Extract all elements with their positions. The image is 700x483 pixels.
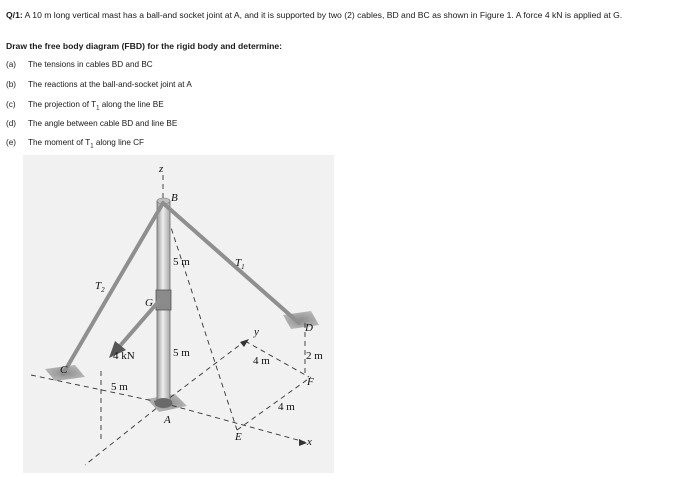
label-2m: 2 m xyxy=(306,350,323,362)
label-y: y xyxy=(254,326,259,338)
label-z: z xyxy=(159,163,164,175)
part-label: (e) xyxy=(6,138,17,147)
label-f: F xyxy=(307,376,314,388)
part-label: (b) xyxy=(6,80,17,89)
part-c xyxy=(6,100,164,112)
part-text: The moment of T xyxy=(28,138,91,147)
part-text: The reactions at the ball-and-socket joint at A xyxy=(28,80,192,89)
mast-diagram xyxy=(23,155,334,473)
part-text: The tensions in cables BD and BC xyxy=(28,60,153,69)
part-text: The projection of T xyxy=(28,100,97,109)
label-d: D xyxy=(305,322,313,334)
line-a-lower-left xyxy=(85,403,163,465)
label-5m-base: 5 m xyxy=(111,381,128,393)
label-t2-subscript: 2 xyxy=(101,286,105,294)
part-subscript: 1 xyxy=(90,143,94,150)
label-g: G xyxy=(145,297,153,309)
label-c: C xyxy=(60,364,68,376)
part-label: (d) xyxy=(6,119,17,128)
part-text-after: along the line BE xyxy=(99,100,164,109)
x-axis-arrowhead xyxy=(299,439,307,446)
label-t1-subscript: 1 xyxy=(241,263,245,271)
part-label: (c) xyxy=(6,100,16,109)
question-text xyxy=(6,9,696,21)
label-4m-y: 4 m xyxy=(253,355,270,367)
base-line-c-a xyxy=(31,375,163,403)
part-e xyxy=(6,138,144,150)
label-t1-main: T xyxy=(235,257,242,269)
label-x: x xyxy=(307,436,312,448)
part-label: (a) xyxy=(6,60,17,69)
question-label: Q/1: xyxy=(6,10,23,20)
question-body: A 10 m long vertical mast has a ball-and socket joint at A, and it is supported by two (2) cables, BD and BC as shown in Figure 1. A force 4 kN is applied at G. xyxy=(24,10,623,20)
label-a: A xyxy=(164,414,171,426)
line-e-f xyxy=(237,377,311,430)
label-force-4kn: 4 kN xyxy=(113,350,135,362)
part-b xyxy=(6,80,192,89)
part-text-after: along line CF xyxy=(93,138,145,147)
label-4m-x: 4 m xyxy=(278,401,295,413)
instruction-text: Draw the free body diagram (FBD) for the rigid body and determine: xyxy=(6,41,282,51)
label-5m-lower: 5 m xyxy=(173,347,190,359)
part-a xyxy=(6,60,153,69)
part-text: The angle between cable BD and line BE xyxy=(28,119,178,128)
label-t2 xyxy=(95,280,105,294)
label-5m-upper: 5 m xyxy=(173,256,190,268)
label-t2-main: T xyxy=(95,280,102,292)
figure-1 xyxy=(23,155,334,473)
part-d xyxy=(6,119,177,128)
label-t1 xyxy=(235,257,245,271)
part-subscript: 1 xyxy=(96,105,100,112)
label-e: E xyxy=(235,431,242,443)
label-b: B xyxy=(171,192,178,204)
